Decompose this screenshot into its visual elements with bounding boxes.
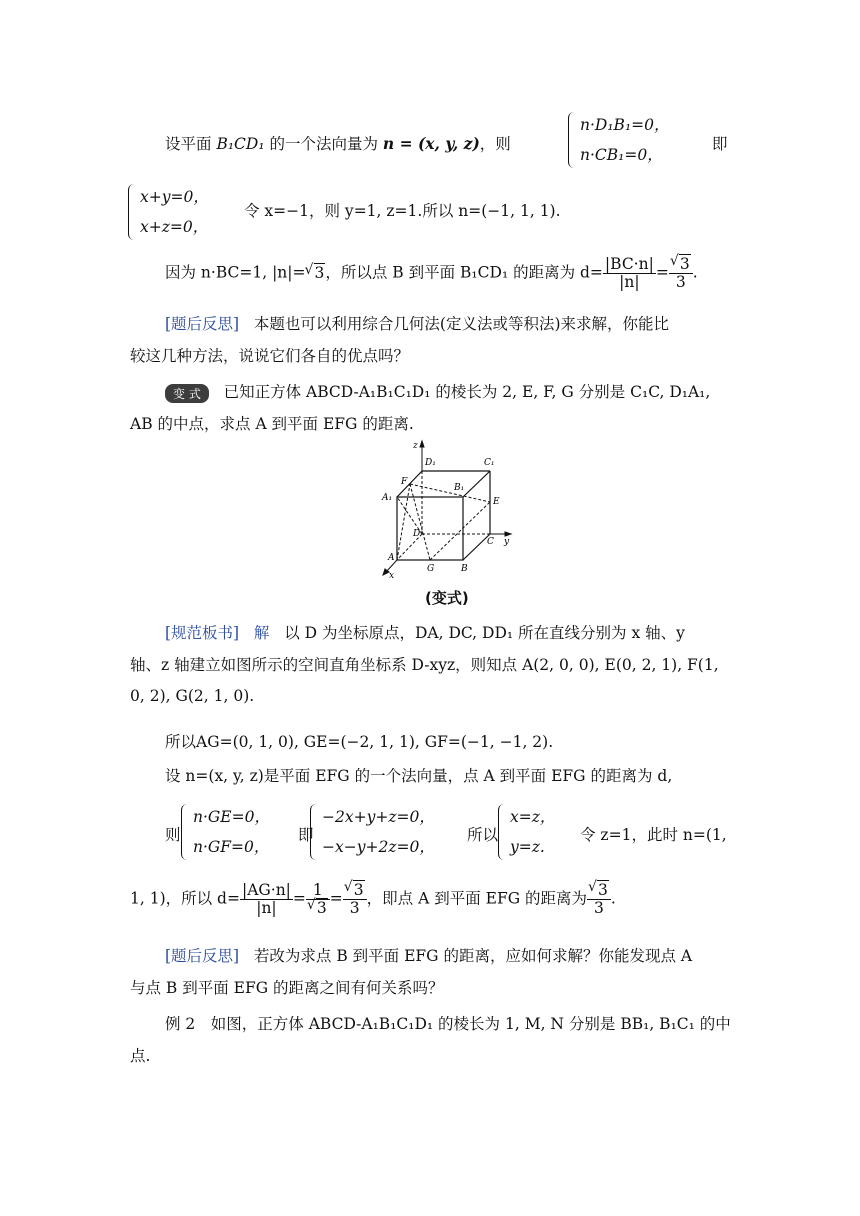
svg-text:x: x xyxy=(389,571,395,581)
solution-vectors: 所以AG=(0, 1, 0), GE=(−2, 1, 1), GF=(−1, −1, 2). xyxy=(165,733,554,751)
svg-text:E: E xyxy=(493,497,500,507)
p2-distance: 因为 n·BC=1, |n|=√ 3，所以点 B 到平面 B₁CD₁ 的距离为 d= $\frac{|BC\cdot n|}{|n|}$ = √ $\frac{3}{3}$ . xyxy=(165,256,698,291)
example-2-line1: 例 2 如图，正方体 ABCD-A₁B₁C₁D₁ 的棱长为 1, M, N 分别是 BB₁, B₁C₁ 的中 xyxy=(165,1015,731,1033)
svg-text:y: y xyxy=(504,537,510,547)
solution-system-2: −2x+y+z=0， −x−y+2z=0， xyxy=(310,802,435,862)
solution-line1: [规范板书] 解 以 D 为坐标原点，DA, DC, DD₁ 所在直线分别为 x 轴、y xyxy=(165,624,685,642)
p1-system-1: n·D₁B₁=0， n·CB₁=0， xyxy=(568,110,670,170)
svg-text:D: D xyxy=(413,529,421,539)
svg-text:F: F xyxy=(401,477,408,487)
p2-fraction: $\frac{|BC\cdot n|}{|n|}$ xyxy=(604,255,654,292)
cube-figure xyxy=(370,438,520,583)
solution-normal: 设 n=(x, y, z)是平面 EFG 的一个法向量，点 A 到平面 EFG 的距离为 d, xyxy=(165,767,673,785)
p1-ji: 即 xyxy=(712,135,728,153)
variant-badge: 变 式 xyxy=(165,384,209,403)
solution-fraction-4: √ $\frac{3}{3}$ xyxy=(587,882,611,917)
reflection-2-line2: 与点 B 到平面 EFG 的距离之间有何关系吗？ xyxy=(130,979,444,997)
svg-text:A: A xyxy=(388,553,395,563)
svg-text:B₁: B₁ xyxy=(454,483,465,493)
solution-distance: 1, 1)，所以 d= $\frac{|AG\cdot n|}{|n|}$ = 1 √ 3 = √ $\frac{3}{3}$ ，即点 A 到平面 EFG 的距离为 √ $\frac{3}{3}$ . xyxy=(130,882,616,917)
p2-answer: √ $\frac{3}{3}$ xyxy=(669,256,693,291)
solution-line2: 轴、z 轴建立如图所示的空间直角坐标系 D-xyz，则知点 A(2, 0, 0), E(0, 2, 1), F(1, xyxy=(130,656,719,674)
p1-let: 令 x=−1，则 y=1, z=1.所以 n=(−1, 1, 1). xyxy=(244,202,561,220)
solution-fraction-2: 1 √ 3 xyxy=(306,882,330,917)
solution-system-3: x=z， y=z. xyxy=(498,802,555,862)
p1-intro: 设平面 B₁CD₁ 的一个法向量为 n = (x, y, z)，则 xyxy=(165,134,511,153)
svg-text:C: C xyxy=(487,537,494,547)
reflection-1-line1: [题后反思] 本题也可以利用综合几何法(定义法或等积法)来求解，你能比 xyxy=(165,315,669,333)
solution-system-1: n·GE=0， n·GF=0， xyxy=(181,802,270,862)
solution-line3: 0, 2), G(2, 1, 0). xyxy=(130,687,255,705)
svg-text:B: B xyxy=(461,564,468,574)
cube-front-face xyxy=(397,497,463,560)
p1-system-2: x+y=0， x+z=0， xyxy=(128,182,209,242)
svg-text:D₁: D₁ xyxy=(425,458,436,468)
svg-text:C₁: C₁ xyxy=(484,458,495,468)
svg-text:G: G xyxy=(427,564,435,574)
svg-text:A₁: A₁ xyxy=(382,493,393,503)
solution-ji: 即 xyxy=(298,826,314,844)
reflection-2-line1: [题后反思] 若改为求点 B 到平面 EFG 的距离，应如何求解？你能发现点 A xyxy=(165,947,693,965)
svg-text:z: z xyxy=(413,441,418,451)
solution-ze: 则 xyxy=(165,826,181,844)
solution-suoyi: 所以 xyxy=(467,826,499,844)
solution-fraction-1: $\frac{|AG\cdot n|}{|n|}$ xyxy=(241,881,291,918)
variant-line2: AB 的中点，求点 A 到平面 EFG 的距离. xyxy=(130,415,414,433)
figure-caption: (变式) xyxy=(425,589,469,607)
variant-line1: 变 式 已知正方体 ABCD-A₁B₁C₁D₁ 的棱长为 2, E, F, G 分别是 C₁C, D₁A₁, xyxy=(165,380,710,403)
solution-fraction-3: √ $\frac{3}{3}$ xyxy=(343,882,367,917)
solution-let: 令 z=1，此时 n=(1, xyxy=(580,826,727,844)
reflection-1-line2: 较这几种方法，说说它们各自的优点吗？ xyxy=(130,347,410,365)
example-2-line2: 点. xyxy=(130,1047,151,1065)
